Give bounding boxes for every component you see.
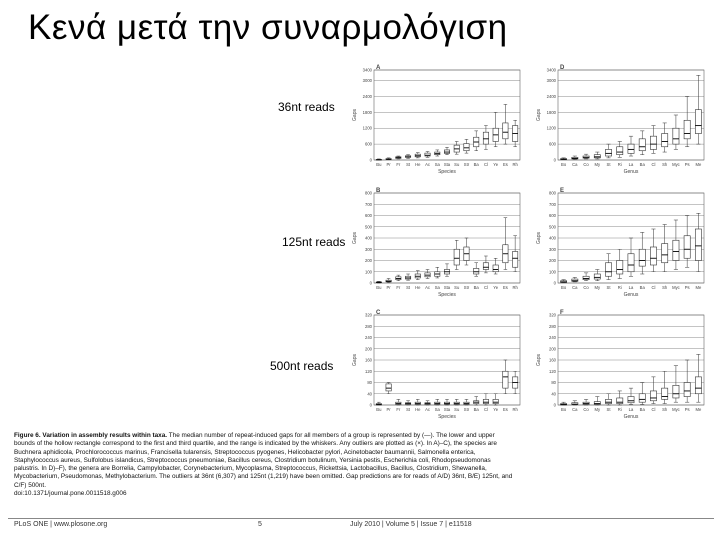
box-iqr bbox=[628, 144, 634, 153]
box-iqr bbox=[695, 229, 701, 261]
y-tick-label: 300 bbox=[549, 246, 556, 252]
panel-letter: F bbox=[560, 310, 564, 316]
y-tick-label: 200 bbox=[365, 258, 372, 263]
x-tick-label: Sta bbox=[443, 407, 451, 412]
x-tick-label: Cl bbox=[483, 407, 488, 412]
box-iqr bbox=[386, 384, 391, 391]
x-tick-label: Ba bbox=[473, 407, 479, 412]
box-iqr bbox=[628, 254, 634, 272]
box-iqr bbox=[650, 136, 656, 149]
x-tick-label: He bbox=[415, 285, 421, 290]
panel-letter: B bbox=[376, 188, 381, 194]
x-tick-label: Fr bbox=[396, 162, 401, 167]
x-tick-label: Bo bbox=[561, 162, 567, 167]
y-tick-label: 240 bbox=[549, 335, 556, 340]
box-iqr bbox=[662, 244, 668, 263]
read-label-500nt: 500nt reads bbox=[270, 359, 334, 373]
x-tick-label: Pr bbox=[386, 407, 391, 412]
x-tick-label: Es bbox=[502, 162, 508, 167]
box-iqr bbox=[695, 377, 701, 394]
box-iqr bbox=[673, 385, 679, 398]
y-tick-label: 600 bbox=[549, 213, 556, 218]
y-tick-label: 320 bbox=[549, 312, 556, 318]
y-tick-label: 280 bbox=[365, 323, 372, 329]
x-tick-label: Ba bbox=[639, 162, 645, 167]
x-tick-label: Es bbox=[502, 407, 508, 412]
y-tick-label: 100 bbox=[365, 269, 372, 275]
x-tick-label: Myc bbox=[672, 285, 680, 290]
x-tick-label: Pr bbox=[386, 285, 391, 290]
x-tick-label: Sa bbox=[434, 285, 440, 290]
y-tick-label: 320 bbox=[365, 312, 372, 318]
y-tick-label: 1800 bbox=[546, 109, 556, 115]
x-tick-label: Ri bbox=[617, 407, 622, 412]
x-tick-label: Myc bbox=[672, 162, 680, 167]
footer-journal: PLoS ONE | www.plosone.org bbox=[14, 521, 108, 528]
box-iqr bbox=[493, 399, 498, 403]
y-tick-label: 200 bbox=[365, 346, 372, 352]
y-axis-label: Gaps bbox=[536, 354, 542, 366]
y-tick-label: 700 bbox=[549, 201, 556, 207]
y-tick-label: 1800 bbox=[362, 109, 372, 115]
x-tick-label: He bbox=[415, 162, 421, 167]
box-plot-svg bbox=[536, 307, 708, 425]
x-tick-label: My bbox=[594, 162, 601, 167]
box-iqr bbox=[673, 240, 679, 260]
box-iqr bbox=[617, 398, 623, 404]
box-iqr bbox=[594, 155, 600, 158]
box-iqr bbox=[617, 147, 623, 155]
box-iqr bbox=[483, 263, 488, 270]
y-tick-label: 500 bbox=[549, 224, 556, 230]
y-tick-label: 0 bbox=[553, 157, 556, 163]
x-tick-label: Sh bbox=[662, 285, 668, 290]
box-iqr bbox=[605, 399, 611, 403]
x-tick-label: Str bbox=[463, 407, 470, 412]
box-iqr bbox=[662, 388, 668, 399]
x-tick-label: Ba bbox=[639, 285, 645, 290]
box-iqr bbox=[594, 274, 600, 279]
y-tick-label: 700 bbox=[365, 201, 372, 207]
x-tick-label: Sh bbox=[662, 407, 668, 412]
x-tick-label: Ps bbox=[684, 407, 690, 412]
y-tick-label: 600 bbox=[365, 213, 372, 218]
y-tick-label: 800 bbox=[549, 190, 556, 196]
y-axis-label: Gaps bbox=[536, 232, 542, 244]
box-iqr bbox=[464, 144, 469, 151]
x-tick-label: Bu bbox=[376, 285, 382, 290]
y-tick-label: 160 bbox=[365, 357, 372, 363]
x-tick-label: St bbox=[606, 162, 611, 167]
x-tick-label: Ps bbox=[684, 162, 690, 167]
x-tick-label: Ac bbox=[425, 407, 430, 412]
x-tick-label: Str bbox=[463, 162, 470, 167]
panel-letter: E bbox=[560, 188, 565, 194]
box-iqr bbox=[493, 265, 498, 272]
footer-page-number: 5 bbox=[258, 521, 262, 528]
box-iqr bbox=[512, 252, 517, 268]
x-axis-label: Species bbox=[438, 169, 456, 175]
caption-doi: doi:10.1371/journal.pone.0011518.g006 bbox=[14, 490, 127, 498]
y-tick-label: 0 bbox=[369, 402, 372, 408]
x-tick-label: Fr bbox=[396, 285, 401, 290]
x-axis-label: Species bbox=[438, 292, 456, 298]
slide-title: Κενά μετά την συναρμολόγιση bbox=[28, 8, 508, 47]
y-axis-label: Gaps bbox=[352, 109, 358, 121]
box-iqr bbox=[684, 120, 690, 139]
x-tick-label: St bbox=[406, 162, 411, 167]
y-tick-label: 500 bbox=[365, 224, 372, 230]
box-iqr bbox=[662, 134, 668, 147]
box-plot-svg bbox=[352, 185, 524, 303]
footer-divider bbox=[8, 518, 714, 519]
box-iqr bbox=[503, 371, 508, 388]
y-tick-label: 1200 bbox=[546, 125, 556, 131]
x-tick-label: Sta bbox=[443, 162, 451, 167]
x-tick-label: Pr bbox=[386, 162, 391, 167]
x-tick-label: Rh bbox=[512, 162, 518, 167]
x-tick-label: Ac bbox=[425, 162, 430, 167]
y-tick-label: 120 bbox=[365, 368, 372, 374]
x-tick-label: St bbox=[606, 407, 611, 412]
y-tick-label: 400 bbox=[549, 235, 556, 241]
x-tick-label: Su bbox=[454, 285, 460, 290]
footer-issue: July 2010 | Volume 5 | Issue 7 | e11518 bbox=[350, 521, 472, 528]
x-tick-label: Sa bbox=[434, 162, 440, 167]
x-tick-label: Myc bbox=[672, 407, 680, 412]
x-tick-label: Cl bbox=[651, 285, 656, 290]
x-tick-label: Co bbox=[583, 285, 589, 290]
x-tick-label: Co bbox=[583, 162, 589, 167]
box-iqr bbox=[695, 110, 701, 134]
x-tick-label: Ba bbox=[639, 407, 645, 412]
x-tick-label: La bbox=[628, 407, 634, 412]
caption-body: The median number of repeat-induced gaps for all members of a group is represented by (—). The lower and upper bounds of the hollow rectangle correspond to the first and third quartile, and the range is indicated by the whiskers. Any outliers are plotted as (×). In A)–C), the species are Buchnera aphidicola, Prochlorococcus marinus, Francisella tularensis, Streptococcus pyogenes, Helicobacter pylori, Acinetobacter baumannii, Salmonella enterica, Staphylococcus aureus, Sulfolobus islandicus, Streptococcus pneumoniae, Bacillus cereus, Clostridium botulinum, Yersinia pestis, Escherichia coli, Rhodopseudomonas palustris. In D)–F), the genera are Borrelia, Campylobacter, Corynebacterium, Mycoplasma, Streptococcus, Rickettsia, Lactobacillus, Bacillus, Clostridium, Shewanella, Mycobacterium, Pseudomonas, Methylobacterium. The outliers at 36nt (6,307) and 125nt (1,219) have been omitted. Gap predictions are for reads of A/D) 36nt, B/E) 125nt, and C/F) 500nt. bbox=[14, 432, 513, 489]
chart-panel-c bbox=[352, 307, 524, 425]
x-tick-label: Cl bbox=[651, 407, 656, 412]
x-tick-label: Me bbox=[695, 407, 702, 412]
x-tick-label: Ye bbox=[493, 285, 499, 290]
x-tick-label: Bo bbox=[561, 407, 567, 412]
y-tick-label: 3400 bbox=[546, 67, 556, 73]
box-plot-svg bbox=[536, 62, 708, 180]
y-tick-label: 800 bbox=[365, 190, 372, 196]
y-tick-label: 240 bbox=[365, 335, 372, 340]
x-tick-label: Me bbox=[695, 162, 702, 167]
y-tick-label: 0 bbox=[553, 280, 556, 286]
y-tick-label: 200 bbox=[549, 258, 556, 263]
x-tick-label: Ca bbox=[572, 285, 578, 290]
y-axis-label: Gaps bbox=[352, 232, 358, 244]
x-tick-label: Ac bbox=[425, 285, 430, 290]
y-tick-label: 280 bbox=[549, 323, 556, 329]
x-tick-label: Ba bbox=[473, 285, 479, 290]
y-tick-label: 300 bbox=[365, 246, 372, 252]
read-label-36nt: 36nt reads bbox=[278, 100, 335, 114]
y-tick-label: 160 bbox=[549, 357, 556, 363]
x-tick-label: Co bbox=[583, 407, 589, 412]
y-tick-label: 400 bbox=[365, 235, 372, 241]
x-tick-label: Ps bbox=[684, 285, 690, 290]
y-tick-label: 3400 bbox=[362, 67, 372, 73]
y-tick-label: 600 bbox=[549, 141, 556, 147]
y-tick-label: 200 bbox=[549, 346, 556, 352]
x-tick-label: St bbox=[606, 285, 611, 290]
y-tick-label: 3000 bbox=[546, 78, 556, 84]
x-tick-label: Cl bbox=[483, 162, 488, 167]
x-tick-label: St bbox=[406, 285, 411, 290]
y-tick-label: 3000 bbox=[362, 78, 372, 84]
x-axis-label: Genus bbox=[623, 292, 639, 298]
chart-panel-b bbox=[352, 185, 524, 303]
box-iqr bbox=[483, 399, 488, 403]
y-tick-label: 100 bbox=[549, 269, 556, 275]
x-tick-label: Ri bbox=[617, 285, 622, 290]
x-tick-label: He bbox=[415, 407, 421, 412]
x-tick-label: Ca bbox=[572, 162, 578, 167]
panel-letter: D bbox=[560, 65, 565, 71]
panel-letter: A bbox=[376, 65, 381, 71]
box-iqr bbox=[639, 139, 645, 151]
x-tick-label: Bo bbox=[561, 285, 567, 290]
figure-caption bbox=[14, 432, 514, 498]
x-tick-label: La bbox=[628, 162, 634, 167]
x-tick-label: My bbox=[594, 407, 601, 412]
x-tick-label: St bbox=[406, 407, 411, 412]
y-tick-label: 2400 bbox=[362, 93, 372, 99]
y-tick-label: 40 bbox=[367, 391, 372, 397]
box-iqr bbox=[474, 268, 479, 274]
box-iqr bbox=[684, 383, 690, 397]
y-tick-label: 80 bbox=[367, 380, 372, 385]
x-tick-label: Sh bbox=[662, 162, 668, 167]
x-tick-label: Str bbox=[463, 285, 470, 290]
box-iqr bbox=[483, 132, 488, 144]
y-tick-label: 0 bbox=[553, 402, 556, 408]
box-iqr bbox=[650, 391, 656, 401]
chart-panel-a bbox=[352, 62, 524, 180]
x-tick-label: Ba bbox=[473, 162, 479, 167]
box-plot-svg bbox=[536, 185, 708, 303]
box-iqr bbox=[650, 247, 656, 265]
x-tick-label: Ri bbox=[617, 162, 622, 167]
x-tick-label: Su bbox=[454, 407, 460, 412]
y-axis-label: Gaps bbox=[536, 109, 542, 121]
x-tick-label: Bu bbox=[376, 162, 382, 167]
chart-panel-d bbox=[536, 62, 708, 180]
box-iqr bbox=[605, 149, 611, 156]
box-iqr bbox=[605, 263, 611, 277]
x-axis-label: Species bbox=[438, 414, 456, 420]
box-plot-svg bbox=[352, 62, 524, 180]
box-iqr bbox=[583, 276, 589, 279]
x-axis-label: Genus bbox=[623, 169, 639, 175]
y-tick-label: 0 bbox=[369, 280, 372, 286]
y-tick-label: 1200 bbox=[362, 125, 372, 131]
x-tick-label: My bbox=[594, 285, 601, 290]
box-iqr bbox=[617, 261, 623, 275]
plot-frame bbox=[374, 70, 520, 160]
x-tick-label: Su bbox=[454, 162, 460, 167]
chart-panel-e bbox=[536, 185, 708, 303]
x-tick-label: Ca bbox=[572, 407, 578, 412]
y-tick-label: 0 bbox=[369, 157, 372, 163]
read-label-125nt: 125nt reads bbox=[282, 235, 346, 249]
x-tick-label: Ye bbox=[493, 407, 499, 412]
x-tick-label: Sa bbox=[434, 407, 440, 412]
y-axis-label: Gaps bbox=[352, 354, 358, 366]
x-tick-label: Cl bbox=[483, 285, 488, 290]
box-iqr bbox=[628, 397, 634, 403]
caption-title: Figure 6. Variation in assembly results within taxa. bbox=[14, 432, 168, 439]
y-tick-label: 600 bbox=[365, 141, 372, 147]
x-tick-label: Es bbox=[502, 285, 508, 290]
x-axis-label: Genus bbox=[623, 414, 639, 420]
x-tick-label: Rh bbox=[512, 407, 518, 412]
x-tick-label: La bbox=[628, 285, 634, 290]
x-tick-label: Cl bbox=[651, 162, 656, 167]
x-tick-label: Sta bbox=[443, 285, 451, 290]
box-iqr bbox=[684, 236, 690, 259]
x-tick-label: Ye bbox=[493, 162, 499, 167]
x-tick-label: Me bbox=[695, 285, 702, 290]
box-iqr bbox=[639, 394, 645, 402]
y-tick-label: 120 bbox=[549, 368, 556, 374]
chart-panel-f bbox=[536, 307, 708, 425]
box-iqr bbox=[673, 128, 679, 144]
box-iqr bbox=[454, 249, 459, 265]
y-tick-label: 2400 bbox=[546, 93, 556, 99]
box-iqr bbox=[639, 249, 645, 266]
x-tick-label: Bu bbox=[376, 407, 382, 412]
y-tick-label: 80 bbox=[551, 380, 556, 385]
x-tick-label: Rh bbox=[512, 285, 518, 290]
panel-letter: C bbox=[376, 310, 381, 316]
box-iqr bbox=[503, 123, 508, 139]
x-tick-label: Fr bbox=[396, 407, 401, 412]
box-plot-svg bbox=[352, 307, 524, 425]
y-tick-label: 40 bbox=[551, 391, 556, 397]
